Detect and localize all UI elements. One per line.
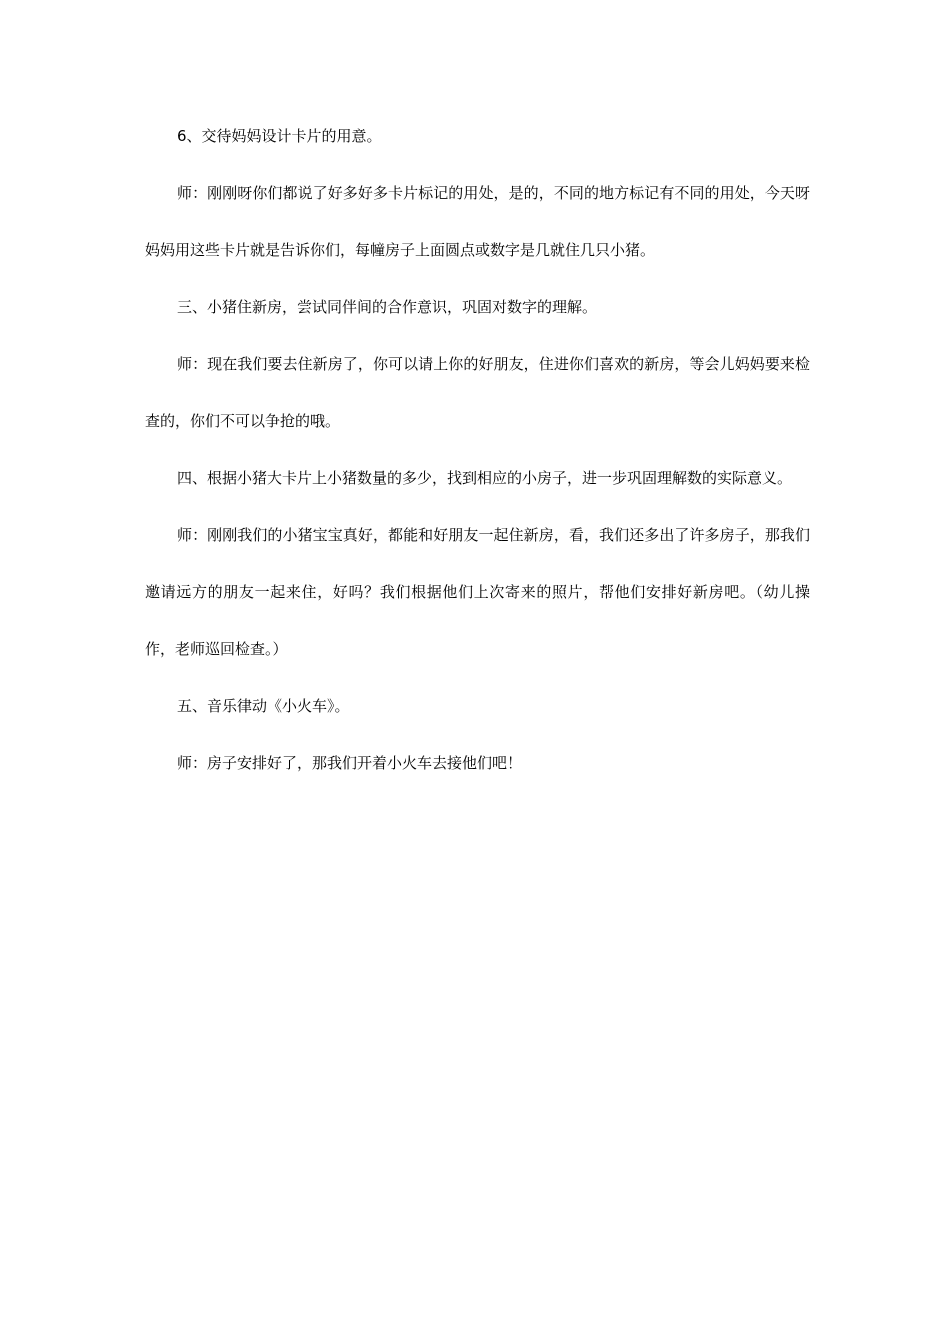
paragraph-section-4: 四、根据小猪大卡片上小猪数量的多少，找到相应的小房子，进一步巩固理解数的实际意义。: [177, 469, 793, 487]
paragraph-teacher-card-meaning: 师：刚刚呀你们都说了好多好多卡片标记的用处，是的，不同的地方标记有不同的用处，今天呀妈妈用这些卡片就是告诉你们，每幢房子上面圆点或数字是几就住几只小猪。: [145, 184, 810, 259]
document-body: [145, 108, 810, 792]
paragraph-teacher-train: 师：房子安排好了，那我们开着小火车去接他们吧！: [177, 754, 523, 772]
paragraph-teacher-new-house: 师：现在我们要去住新房了，你可以请上你的好朋友，住进你们喜欢的新房，等会儿妈妈要来检查的，你们不可以争抢的哦。: [145, 355, 810, 430]
paragraph-step-6: 6、交待妈妈设计卡片的用意。: [177, 127, 382, 145]
paragraph-section-3: 三、小猪住新房，尝试同伴间的合作意识，巩固对数字的理解。: [177, 298, 598, 316]
paragraph-section-5: 五、音乐律动《小火车》。: [177, 697, 350, 715]
paragraph-teacher-friends: 师：刚刚我们的小猪宝宝真好，都能和好朋友一起住新房，看，我们还多出了许多房子，那我们邀请远方的朋友一起来住，好吗？我们根据他们上次寄来的照片，帮他们安排好新房吧。（幼儿操作，老师巡回检查。）: [145, 526, 810, 658]
